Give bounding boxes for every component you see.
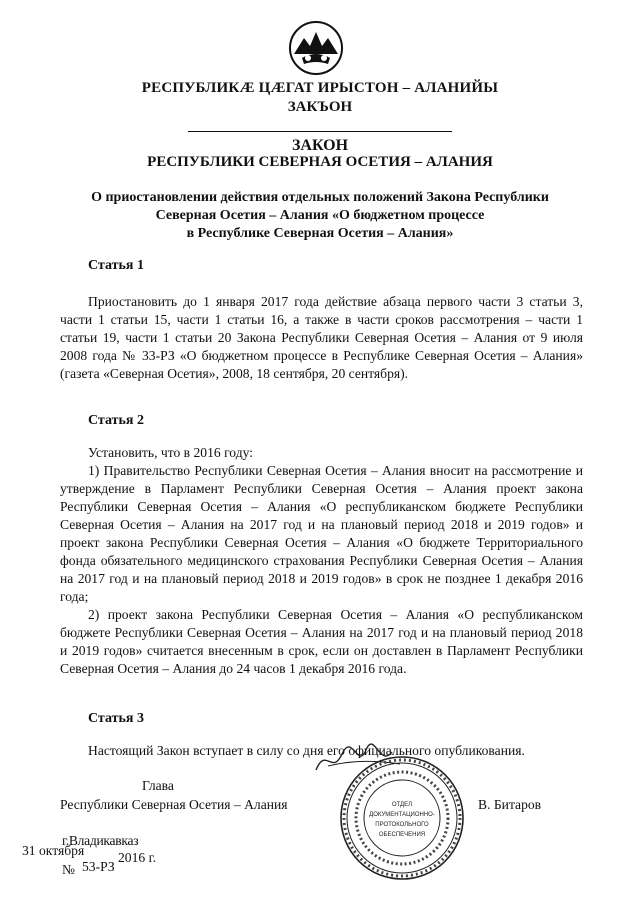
signing-year: 2016 г.: [118, 850, 157, 865]
article-2-heading: Статья 2: [88, 413, 144, 428]
russian-republic-name: РЕСПУБЛИКИ СЕВЕРНАЯ ОСЕТИЯ – АЛАНИЯ: [147, 154, 493, 170]
article-1-text: Приостановить до 1 января 2017 года действие абзаца первого части 3 статьи 3, части 1 статьи 15, части 1 статьи 16, а также в части сроков рассмотрения – части 1 статьи 19, части 1 статьи 20 Закона Республики Северная Осетия – Алания от 9 июля 2008 года № 33-РЗ «О бюджетном процессе в Республике Северная Осетия – Алания» (газета «Северная Осетия», 2008, 18 сентября, 20 сентября).: [60, 294, 583, 381]
signer-name: В. Битаров: [478, 797, 542, 812]
law-number-sign: №: [62, 862, 75, 877]
article-3-heading: Статья 3: [88, 711, 144, 726]
signer-title-line-2: Республики Северная Осетия – Алания: [60, 797, 288, 812]
ossetian-law-heading: ЗАКЪОН: [287, 99, 353, 115]
article-2-intro: Установить, что в 2016 году:: [88, 445, 254, 460]
article-2-body: [60, 444, 583, 678]
signer-title-line-1: Глава: [142, 778, 174, 793]
header-divider: [188, 131, 452, 132]
signing-date: 31 октября: [22, 843, 85, 858]
city: г.Владикавказ: [62, 833, 139, 848]
seal-text-line: ДОКУМЕНТАЦИОННО-: [369, 812, 435, 818]
official-round-seal-icon: [338, 754, 466, 882]
seal-text-line: ОБЕСПЕЧЕНИЯ: [378, 832, 426, 838]
north-ossetia-coat-of-arms-icon: [288, 20, 344, 76]
law-title-line: Северная Осетия – Алания «О бюджетном процессе: [155, 208, 485, 223]
law-title-line: в Республике Северная Осетия – Алания»: [186, 226, 454, 241]
law-number: 53-РЗ: [82, 859, 115, 874]
article-2-item-2: 2) проект закона Республики Северная Осетия – Алания «О республиканском бюджете Республики Северная Осетия – Алания на 2017 год и на плановый период 2018 и 2019 годов» считается внесенным в срок, если он доставлен в Парламент Республики Северная Осетия – Алания до 24 часов 1 декабря 2016 года.: [60, 607, 583, 676]
seal-text-line: ПРОТОКОЛЬНОГО: [375, 822, 429, 828]
article-1-heading: Статья 1: [88, 258, 144, 273]
law-title-line: О приостановлении действия отдельных положений Закона Республики: [91, 190, 549, 205]
ossetian-republic-name: РЕСПУБЛИКӔ ЦӔГАТ ИРЫСТОН – АЛАНИЙЫ: [141, 80, 499, 96]
law-heading: ЗАКОН: [291, 137, 349, 154]
article-2-item-1: 1) Правительство Республики Северная Осетия – Алания вносит на рассмотрение и утверждение в Парламент Республики Северная Осетия – Алания проект закона Республики Северная Осетия – Алания «О республиканском бюджете Республики Северная Осетия – Алания на 2017 год и на плановый период 2018 и 2019 годов» и проект закона Республики Северная Осетия – Алания «О бюджете Территориального фонда обязательного медицинского страхования Республики Северная Осетия – Алания на 2017 год и на плановый период 2018 и 2019 годов» в срок не позднее 1 декабря 2016 года;: [60, 463, 583, 604]
law-title: [40, 189, 600, 243]
article-3-text: Настоящий Закон вступает в силу со дня его официального опубликования.: [88, 743, 525, 758]
seal-text-line: ОТДЕЛ: [391, 802, 413, 808]
